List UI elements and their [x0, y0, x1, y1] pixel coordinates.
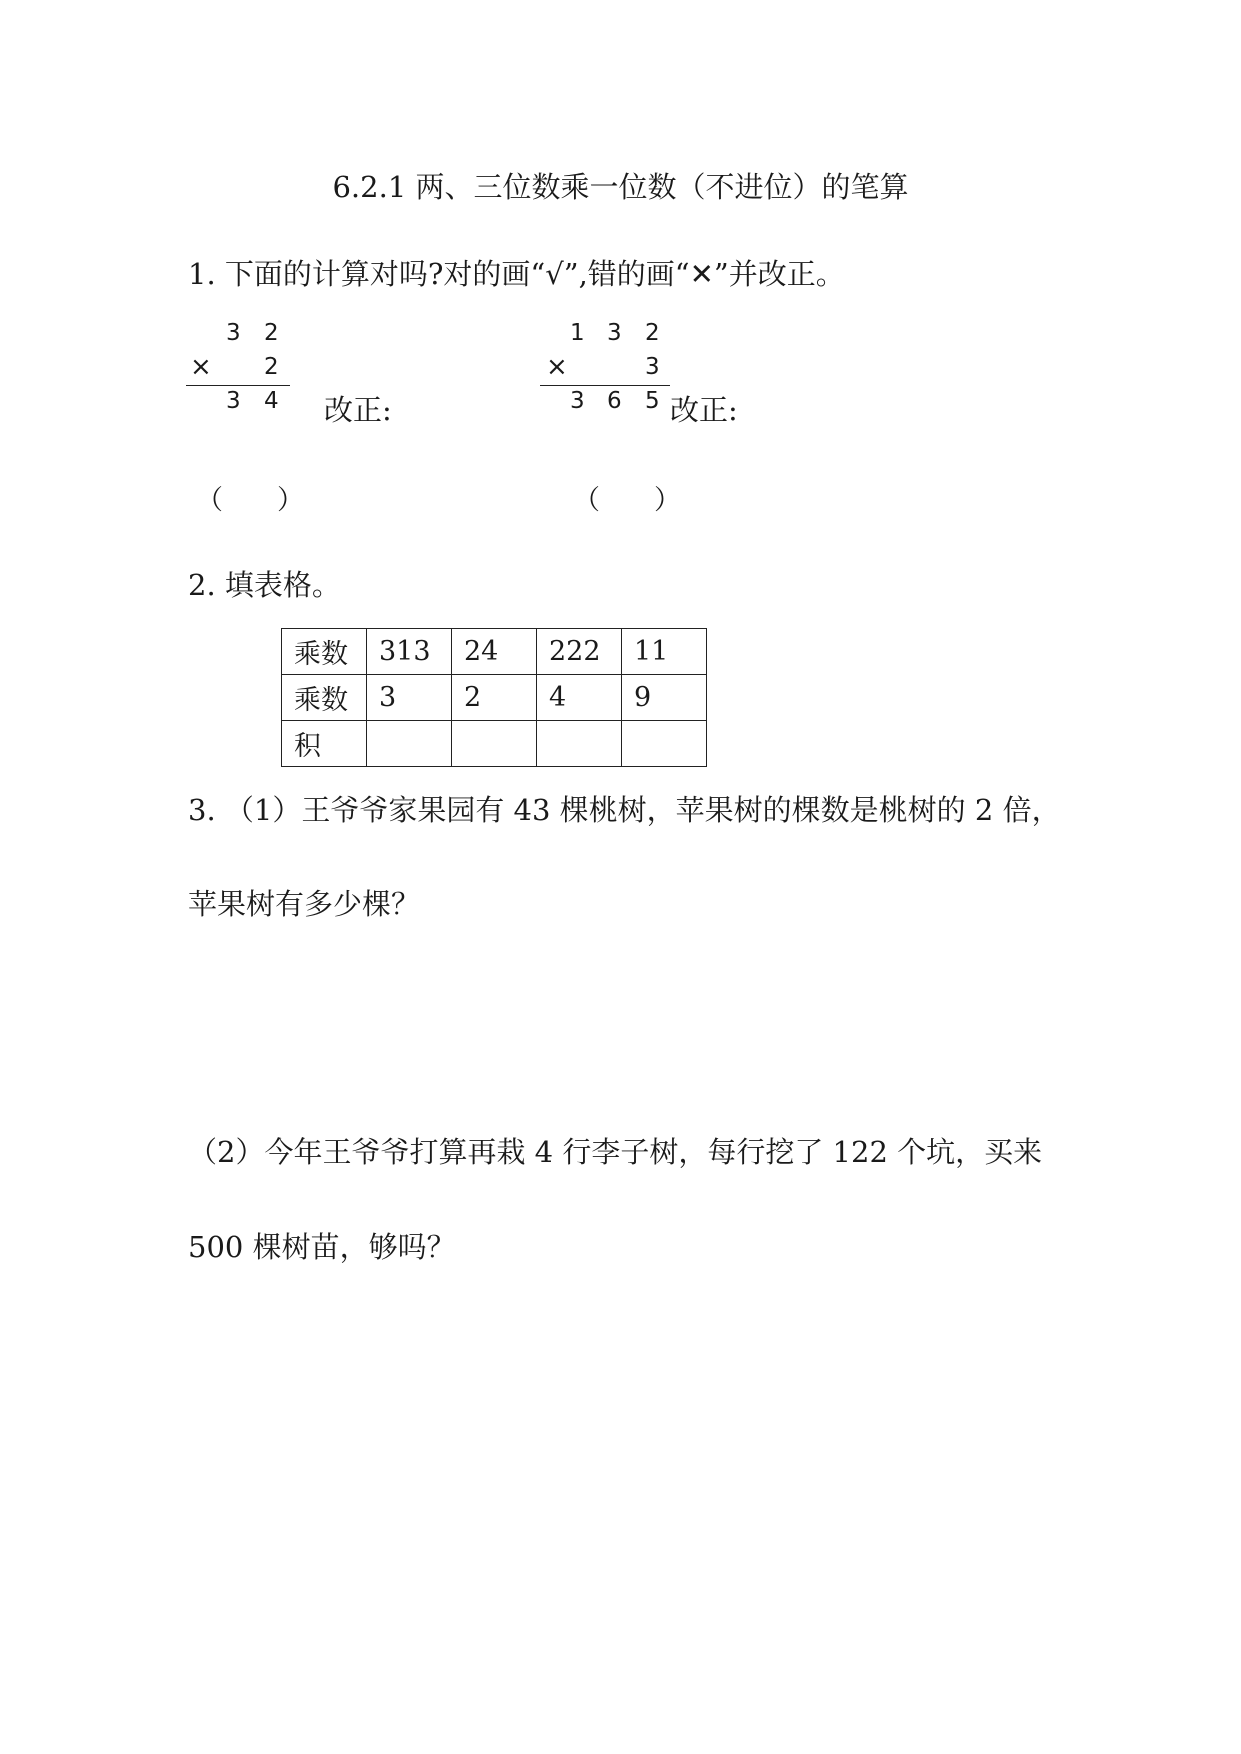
calc1-result-line — [186, 385, 290, 386]
calc1-top-digit: 2 — [264, 320, 279, 346]
calc1-result-digit: 4 — [264, 388, 279, 414]
product-answer-cell[interactable] — [452, 721, 537, 767]
table-cell: 222 — [537, 629, 622, 675]
calc1-multiplier-digit: 2 — [264, 354, 279, 380]
table-cell: 9 — [622, 675, 707, 721]
table-cell: 2 — [452, 675, 537, 721]
table-header-cell: 积 — [282, 721, 367, 767]
calc1-top-digit: 3 — [226, 320, 241, 346]
calc1-answer-paren[interactable]: （ ） — [196, 485, 304, 516]
multiplication-table — [281, 628, 707, 767]
table-row — [282, 629, 707, 675]
product-answer-cell[interactable] — [537, 721, 622, 767]
question-3-part2-line2: 500 棵树苗，够吗？ — [188, 1230, 456, 1264]
calc2-multiplier-digit: 3 — [645, 354, 660, 380]
calc2-multiply-sign: × — [546, 352, 568, 382]
question-3-part1-line2: 苹果树有多少棵？ — [188, 887, 421, 921]
question-3-part2-line1: （2）今年王爷爷打算再栽 4 行李子树，每行挖了 122 个坑，买来 — [188, 1135, 1043, 1169]
calc1-result-digit: 3 — [226, 388, 241, 414]
table-row — [282, 675, 707, 721]
calc2-top-digit: 3 — [607, 320, 622, 346]
table-header-cell: 乘数 — [282, 629, 367, 675]
table-cell: 24 — [452, 629, 537, 675]
calc2-answer-paren[interactable]: （ ） — [573, 485, 681, 516]
table-cell: 11 — [622, 629, 707, 675]
table-cell: 3 — [367, 675, 452, 721]
table-cell: 4 — [537, 675, 622, 721]
calc2-correction-label: 改正: — [670, 393, 738, 427]
calc2-top-digit: 1 — [570, 320, 585, 346]
calc2-top-digit: 2 — [645, 320, 660, 346]
calc1-multiply-sign: × — [190, 352, 212, 382]
question-2-text: 2. 填表格。 — [188, 568, 341, 602]
calc1-correction-label: 改正: — [324, 393, 392, 427]
calc2-result-digit: 3 — [570, 388, 585, 414]
product-answer-cell[interactable] — [622, 721, 707, 767]
table-row — [282, 721, 707, 767]
question-3-part1-line1: 3. （1）王爷爷家果园有 43 棵桃树，苹果树的棵数是桃树的 2 倍， — [188, 793, 1061, 827]
worksheet-title: 6.2.1 两、三位数乘一位数（不进位）的笔算 — [332, 170, 909, 204]
table-cell: 313 — [367, 629, 452, 675]
calc2-result-line — [540, 385, 670, 386]
calc2-result-digit: 6 — [607, 388, 622, 414]
calc2-result-digit: 5 — [645, 388, 660, 414]
table-header-cell: 乘数 — [282, 675, 367, 721]
product-answer-cell[interactable] — [367, 721, 452, 767]
question-1-text: 1. 下面的计算对吗?对的画“√”,错的画“✕”并改正。 — [188, 257, 845, 291]
